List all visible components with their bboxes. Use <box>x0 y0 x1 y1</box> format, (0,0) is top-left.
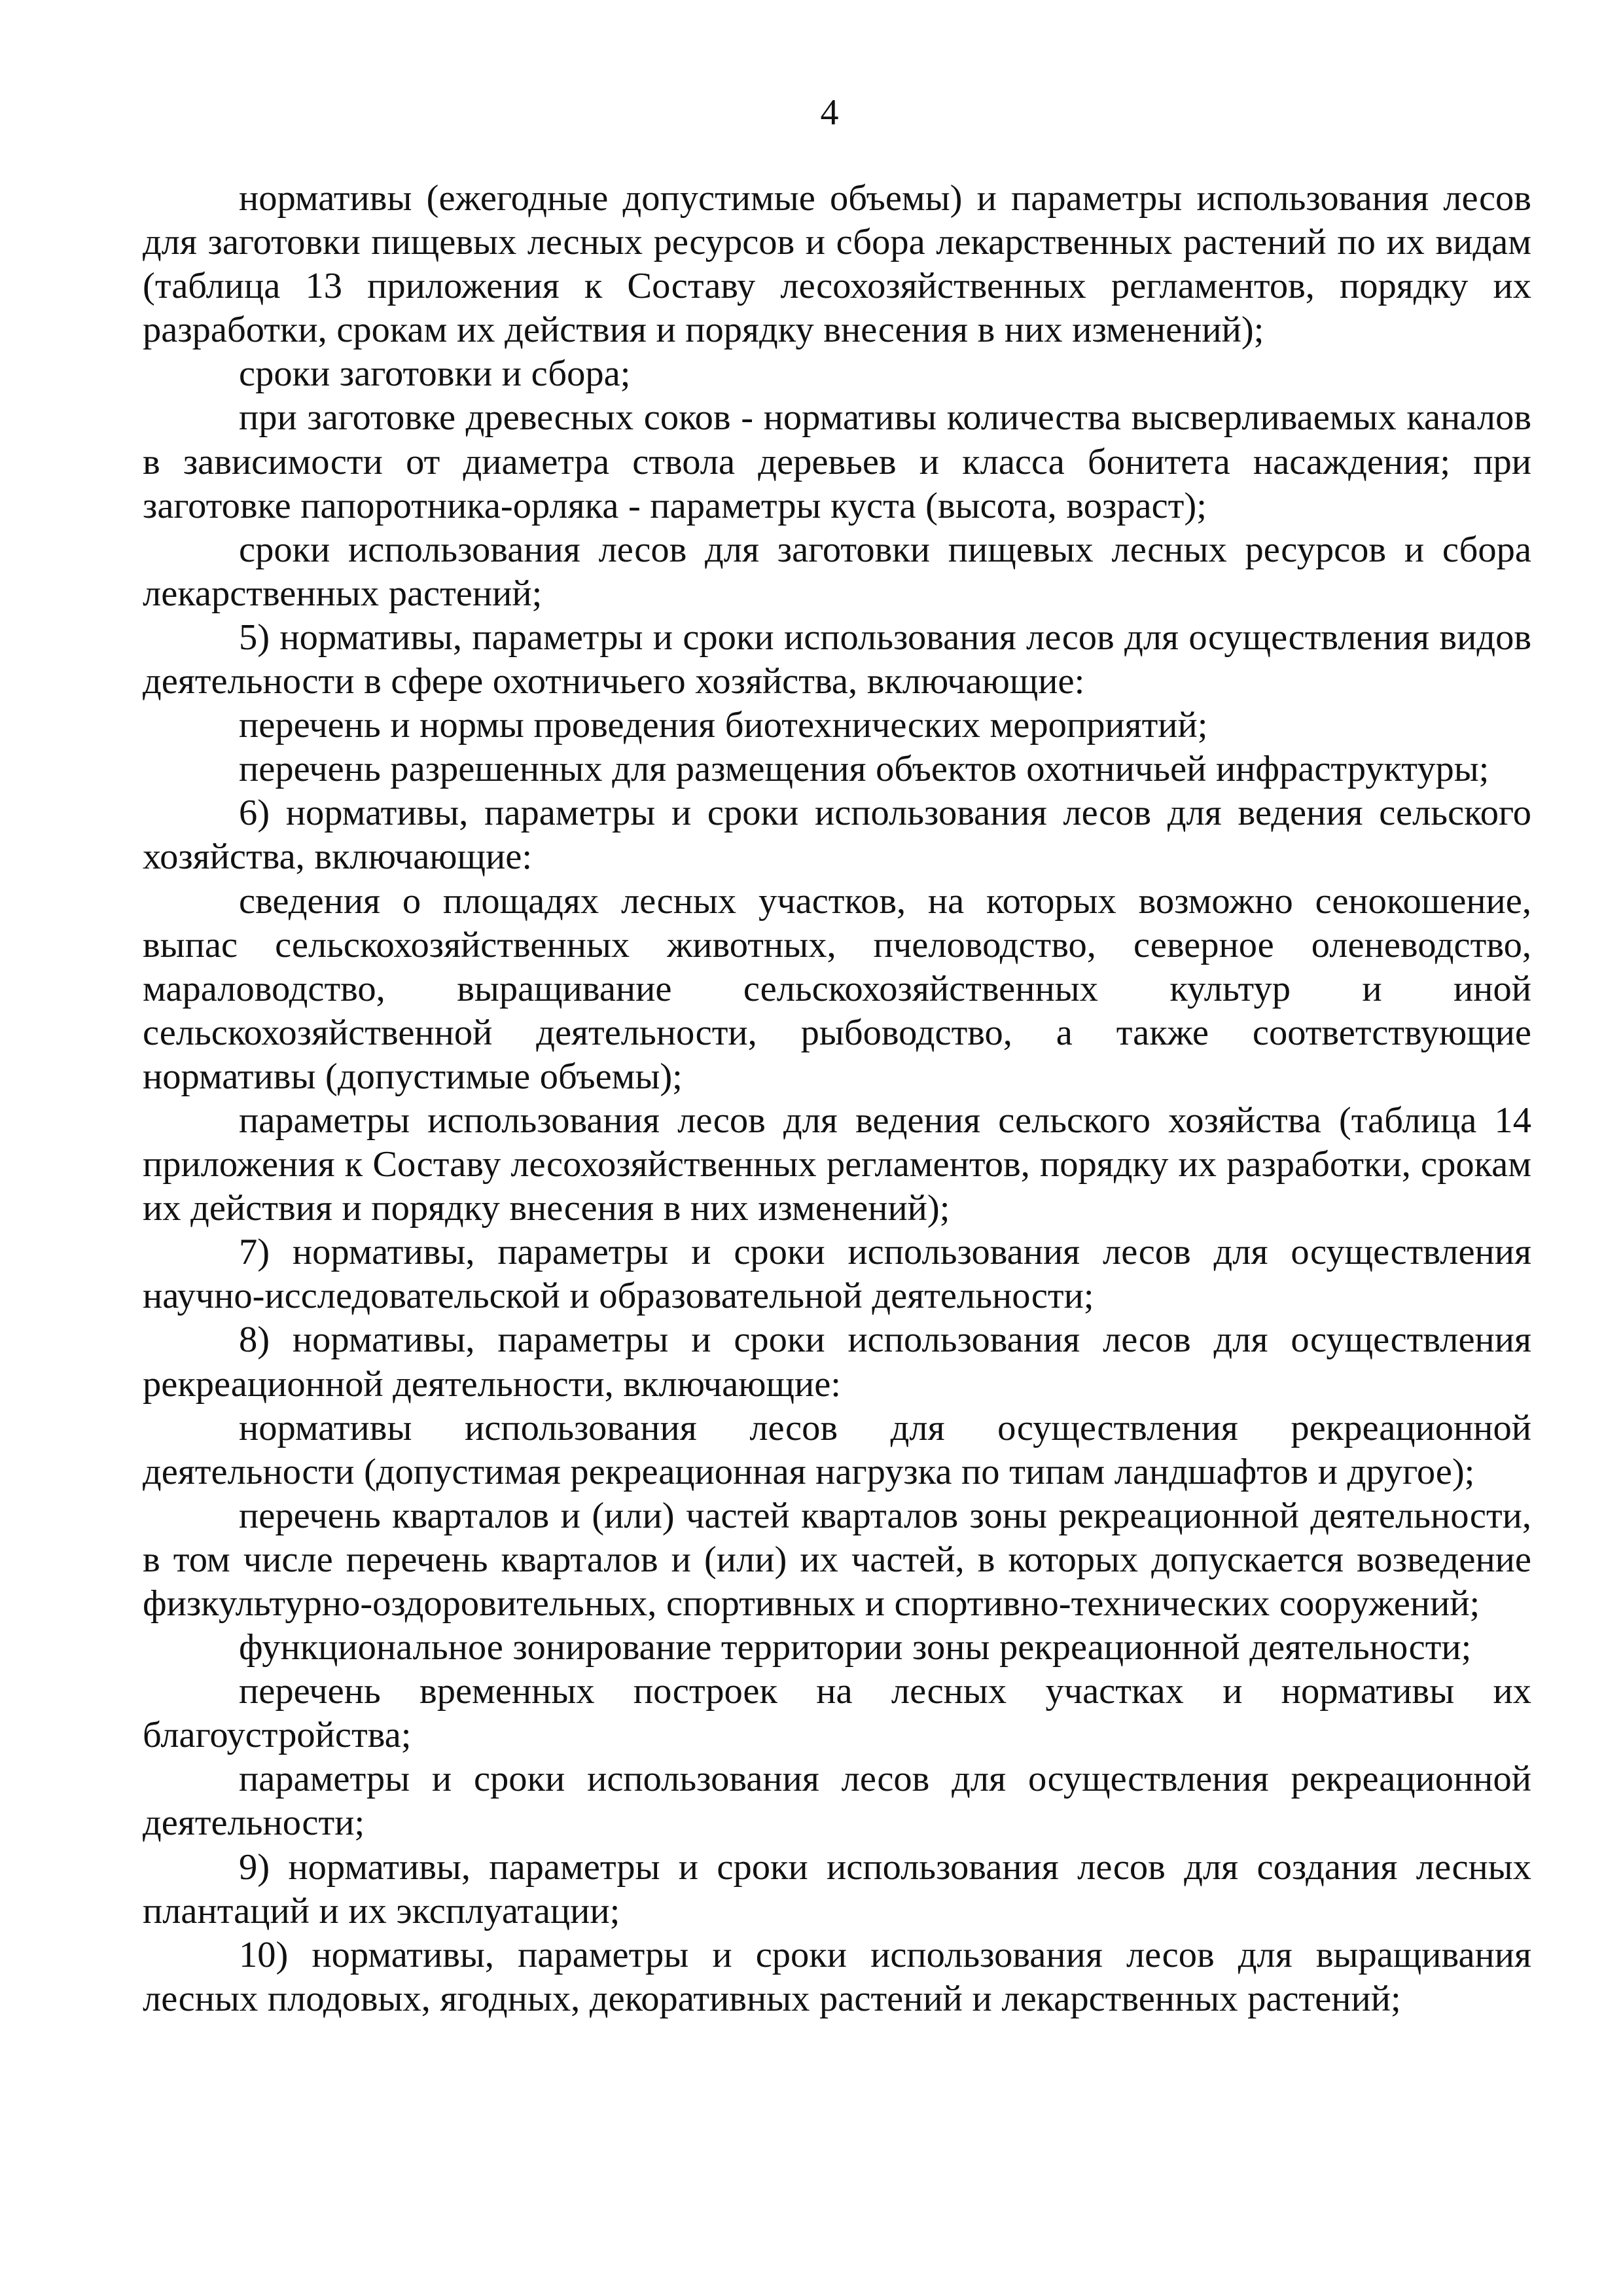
paragraph: 7) нормативы, параметры и сроки использования лесов для осуществления научно-исследовательской и образовательной деятельности; <box>143 1232 1531 1317</box>
paragraph: 10) нормативы, параметры и сроки использования лесов для выращивания лесных плодовых, ягодных, декоративных растений и лекарственных растений; <box>143 1934 1531 2019</box>
paragraph: 5) нормативы, параметры и сроки использования лесов для осуществления видов деятельности в сфере охотничьего хозяйства, включающие: <box>143 617 1531 702</box>
paragraph: 9) нормативы, параметры и сроки использования лесов для создания лесных плантаций и их эксплуатации; <box>143 1846 1531 1931</box>
paragraph: функциональное зонирование территории зоны рекреационной деятельности; <box>239 1627 1472 1668</box>
paragraph: перечень временных построек на лесных участках и нормативы их благоустройства; <box>143 1671 1531 1756</box>
document-body <box>143 177 1531 2021</box>
paragraph: нормативы (ежегодные допустимые объемы) и параметры использования лесов для заготовки пищевых лесных ресурсов и сбора лекарственных растений по их видам (таблица 13 приложения к Составу лесохозяйственных регламентов, порядку их разработки, срокам их действия и порядку внесения в них изменений); <box>143 178 1531 351</box>
paragraph: перечень разрешенных для размещения объектов охотничьей инфраструктуры; <box>239 749 1489 790</box>
paragraph: нормативы использования лесов для осуществления рекреационной деятельности (допустимая рекреационная нагрузка по типам ландшафтов и другое); <box>143 1407 1531 1492</box>
paragraph: сведения о площадях лесных участков, на которых возможно сенокошение, выпас сельскохозяйственных животных, пчеловодство, северное оленеводство, мараловодство, выращивание сельскохозяйственных культур и иной сельскохозяйственной деятельности, рыбоводство, а также соответствующие нормативы (допустимые объемы); <box>143 880 1531 1097</box>
paragraph: параметры и сроки использования лесов для осуществления рекреационной деятельности; <box>143 1759 1531 1844</box>
paragraph: 8) нормативы, параметры и сроки использования лесов для осуществления рекреационной деятельности, включающие: <box>143 1319 1531 1405</box>
paragraph: сроки заготовки и сбора; <box>239 353 631 395</box>
paragraph: параметры использования лесов для ведения сельского хозяйства (таблица 14 приложения к Составу лесохозяйственных регламентов, порядку их разработки, срокам их действия и порядку внесения в них изменений); <box>143 1100 1531 1229</box>
paragraph: при заготовке древесных соков - нормативы количества высверливаемых каналов в зависимости от диаметра ствола деревьев и класса бонитета насаждения; при заготовке папоротника-орляка - параметры куста (высота, возраст); <box>143 397 1531 526</box>
paragraph: перечень кварталов и (или) частей кварталов зоны рекреационной деятельности, в том числе перечень кварталов и (или) их частей, в которых допускается возведение физкультурно-оздоровительных, спортивных и спортивно-технических сооружений; <box>143 1495 1531 1624</box>
paragraph: 6) нормативы, параметры и сроки использования лесов для ведения сельского хозяйства, включающие: <box>143 793 1531 878</box>
page-number: 4 <box>820 92 839 133</box>
paragraph: сроки использования лесов для заготовки пищевых лесных ресурсов и сбора лекарственных растений; <box>143 529 1531 614</box>
paragraph: перечень и нормы проведения биотехнических мероприятий; <box>239 705 1208 746</box>
